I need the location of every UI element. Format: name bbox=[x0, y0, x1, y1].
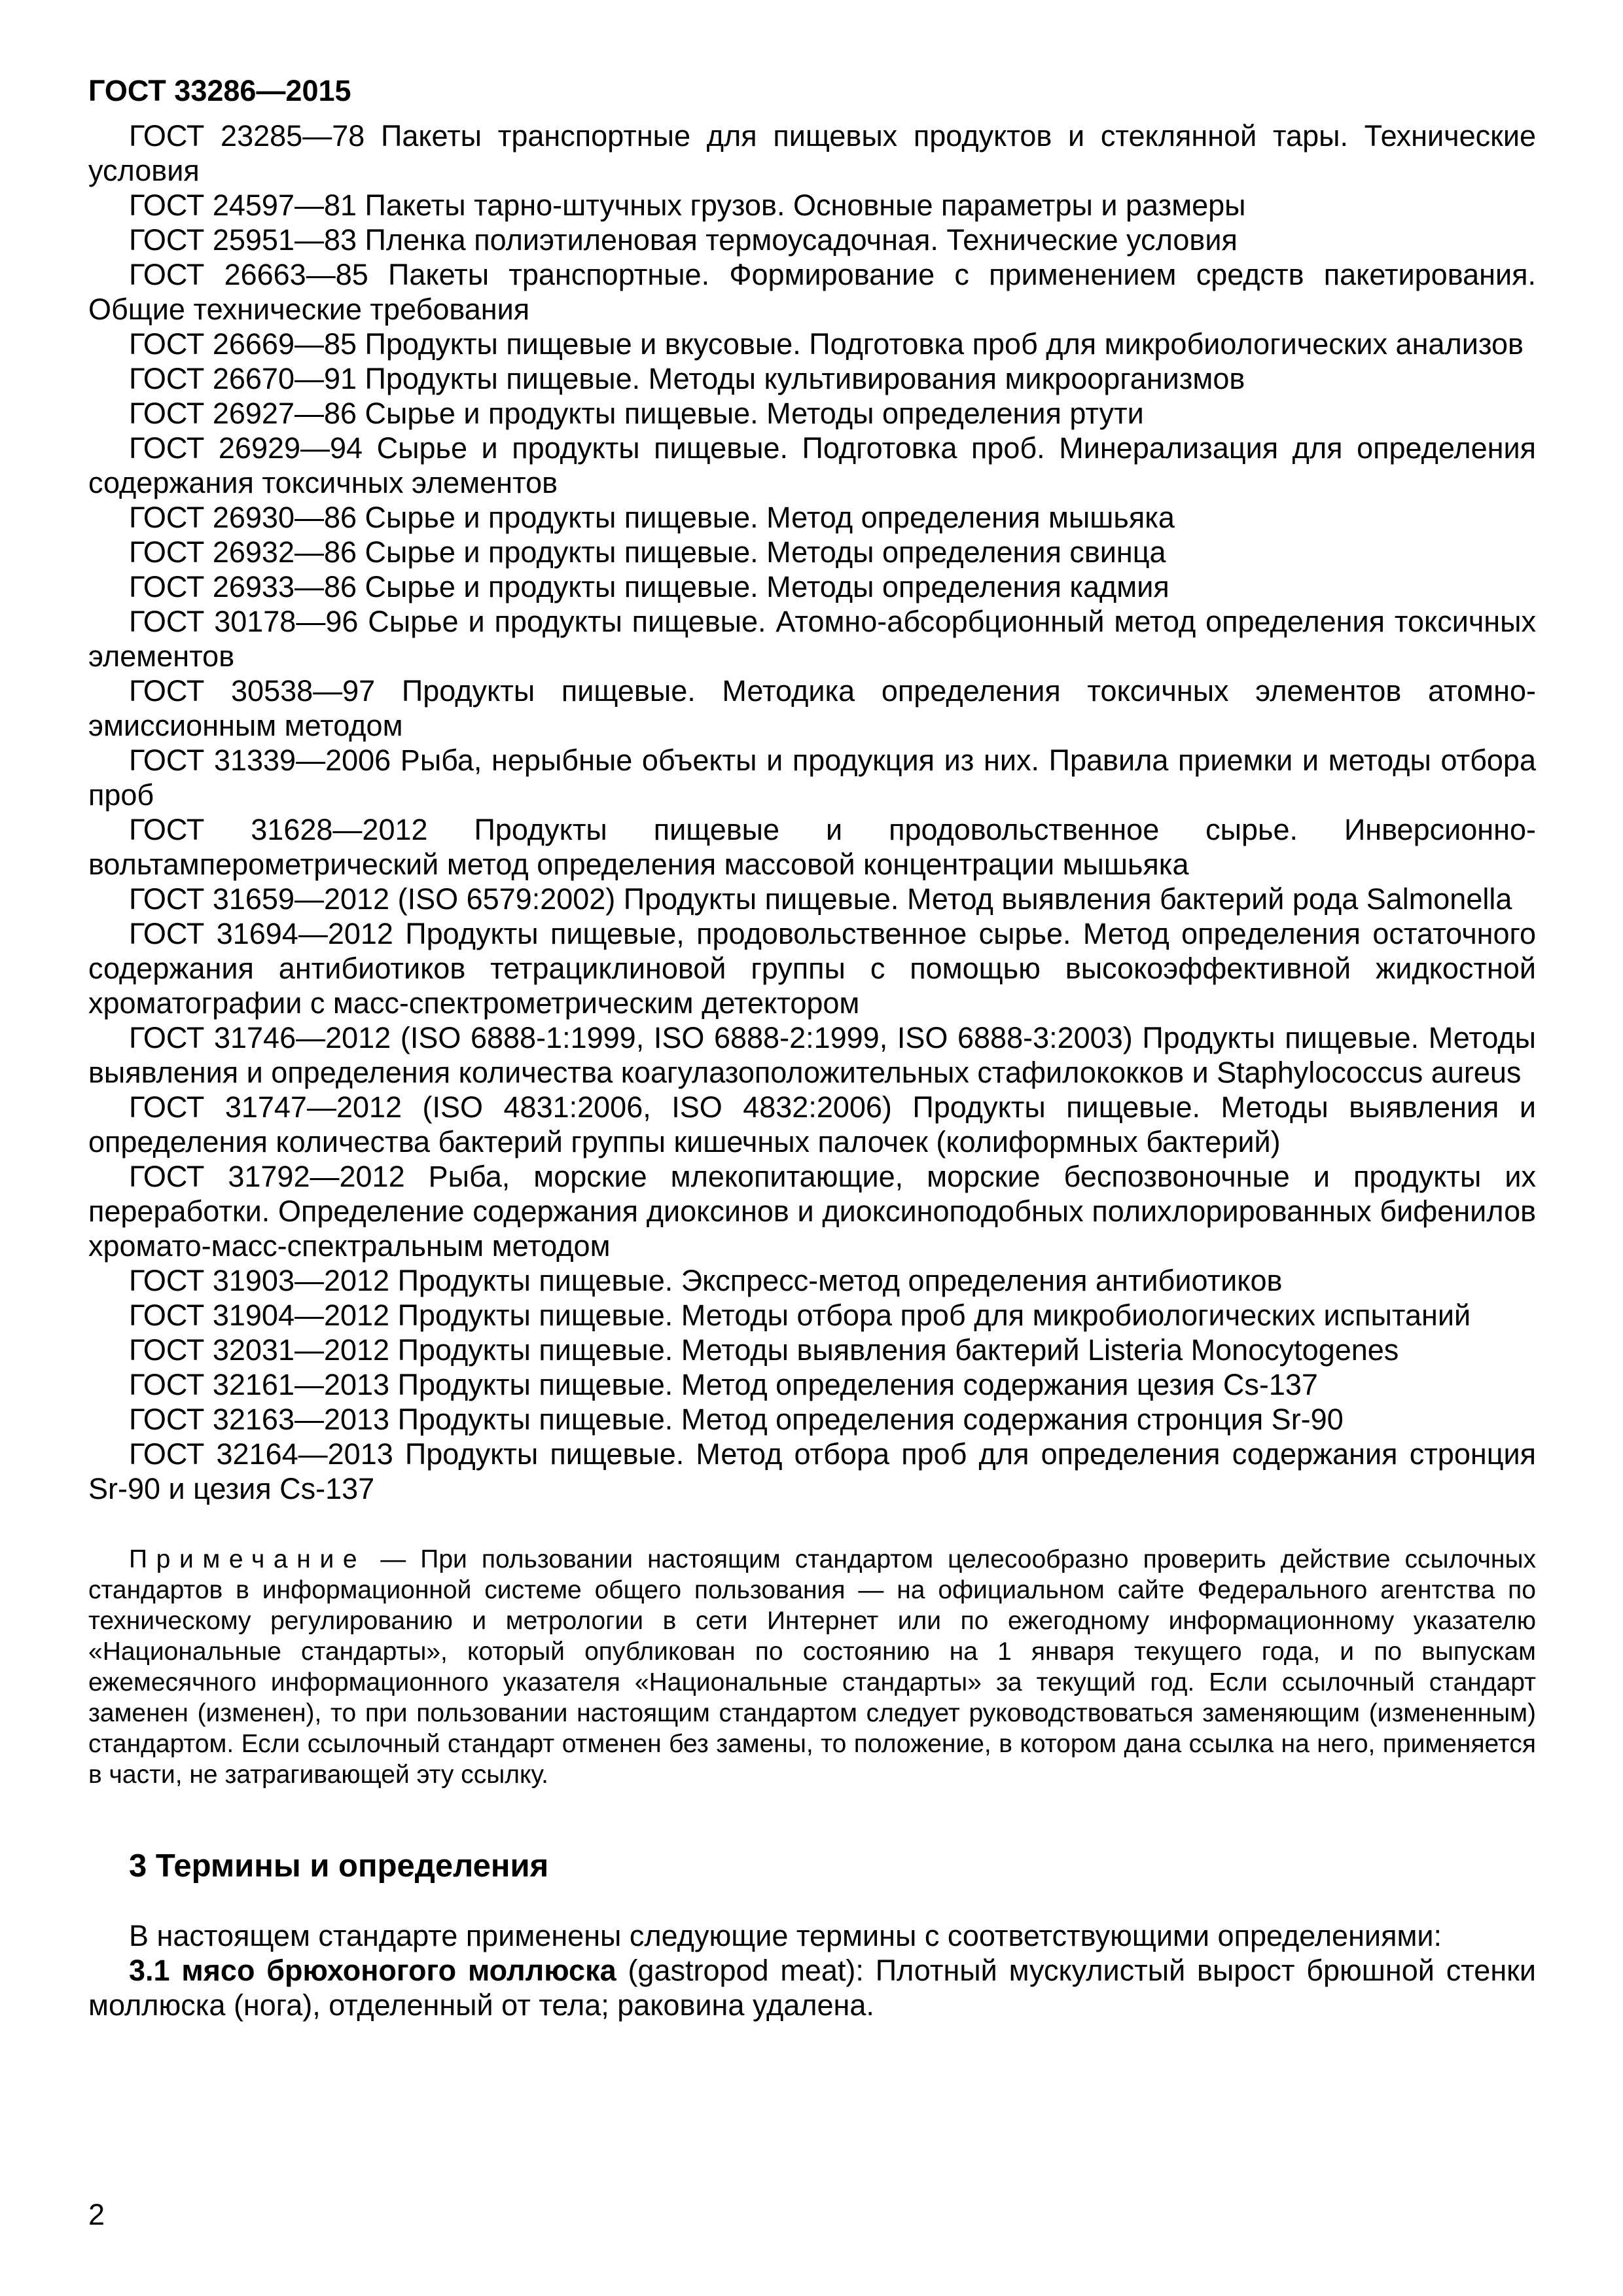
reference-paragraph: ГОСТ 31904—2012 Продукты пищевые. Методы отбора проб для микробиологических испытаний bbox=[129, 1299, 1471, 1332]
terms-intro-paragraph: В настоящем стандарте применены следующие термины с соответствующими определениями: bbox=[129, 1919, 1442, 1952]
reference-paragraph: ГОСТ 31339—2006 Рыба, нерыбные объекты и продукция из них. Правила приемки и методы отбора проб bbox=[88, 744, 1536, 812]
note-text: — При пользовании настоящим стандартом целесообразно проверить действие ссылочных стандартов в информационной системе общего пользования — на официальном сайте Федерального агентства по техническому регулированию и метрологии в сети Интернет или по ежегодному информационному указателю «Национальные стандарты», который опубликован по состоянию на 1 января текущего года, и по выпускам ежемесячного информационного указателя «Национальные стандарты» за текущий год. Если ссылочный стандарт заменен (изменен), то при пользовании настоящим стандартом следует руководствоваться заменяющим (измененным) стандартом. Если ссылочный стандарт отменен без замены, то положение, в котором дана ссылка на него, применяется в части, не затрагивающей эту ссылку. bbox=[88, 1545, 1536, 1789]
reference-paragraph: ГОСТ 26669—85 Продукты пищевые и вкусовые. Подготовка проб для микробиологических анализов bbox=[129, 327, 1524, 361]
reference-paragraph: ГОСТ 24597—81 Пакеты тарно-штучных грузов. Основные параметры и размеры bbox=[129, 188, 1246, 222]
reference-paragraph: ГОСТ 30538—97 Продукты пищевые. Методика определения токсичных элементов атомно-эмиссионным методом bbox=[88, 674, 1536, 742]
section-heading-terms: 3 Термины и определения bbox=[129, 1848, 549, 1884]
reference-paragraph: ГОСТ 26933—86 Сырье и продукты пищевые. Методы определения кадмия bbox=[129, 570, 1169, 603]
reference-paragraph: ГОСТ 31903—2012 Продукты пищевые. Экспресс-метод определения антибиотиков bbox=[129, 1264, 1283, 1297]
reference-paragraph: ГОСТ 32161—2013 Продукты пищевые. Метод определения содержания цезия Cs-137 bbox=[129, 1368, 1318, 1401]
reference-paragraph: ГОСТ 26930—86 Сырье и продукты пищевые. Метод определения мышьяка bbox=[129, 501, 1175, 534]
page-number: 2 bbox=[88, 2198, 105, 2231]
note-label: Примечание bbox=[129, 1545, 366, 1573]
reference-paragraph: ГОСТ 30178—96 Сырье и продукты пищевые. Атомно-абсорбционный метод определения токсичных элементов bbox=[88, 605, 1536, 673]
term-definition-paragraph bbox=[88, 1953, 1536, 2022]
reference-paragraph: ГОСТ 26670—91 Продукты пищевые. Методы культивирования микроорганизмов bbox=[129, 362, 1245, 395]
reference-paragraph: ГОСТ 31746—2012 (ISO 6888-1:1999, ISO 6888-2:1999, ISO 6888-3:2003) Продукты пищевые. Методы выявления и определения количества коагулазоположительных стафилококков и Staphylococcus aureus bbox=[88, 1021, 1536, 1089]
note-paragraph bbox=[88, 1544, 1536, 1790]
reference-paragraph: ГОСТ 32031—2012 Продукты пищевые. Методы выявления бактерий Listeria Monocytogenes bbox=[129, 1333, 1399, 1367]
reference-paragraph: ГОСТ 26932—86 Сырье и продукты пищевые. Методы определения свинца bbox=[129, 535, 1166, 569]
term-name: мясо брюхоногого моллюска bbox=[181, 1954, 616, 1987]
reference-paragraph: ГОСТ 31792—2012 Рыба, морские млекопитающие, морские беспозвоночные и продукты их переработки. Определение содержания диоксинов и диоксиноподобных полихлорированных бифенилов хромато-масс-спектральным методом bbox=[88, 1160, 1536, 1263]
reference-paragraph: ГОСТ 32163—2013 Продукты пищевые. Метод определения содержания стронция Sr-90 bbox=[129, 1403, 1344, 1436]
reference-paragraph: ГОСТ 26663—85 Пакеты транспортные. Формирование с применением средств пакетирования. Общие технические требования bbox=[88, 258, 1536, 326]
reference-paragraph: ГОСТ 31659—2012 (ISO 6579:2002) Продукты пищевые. Метод выявления бактерий рода Salmonella bbox=[129, 882, 1512, 916]
term-text: (gastropod meat): Плотный мускулистый вырост брюшной стенки моллюска (нога), отделенный от тела; раковина удалена. bbox=[88, 1954, 1536, 2022]
document-header: ГОСТ 33286—2015 bbox=[88, 74, 351, 107]
reference-paragraph: ГОСТ 25951—83 Пленка полиэтиленовая термоусадочная. Технические условия bbox=[129, 223, 1238, 257]
reference-paragraph: ГОСТ 26929—94 Сырье и продукты пищевые. Подготовка проб. Минерализация для определения содержания токсичных элементов bbox=[88, 431, 1536, 499]
references-list bbox=[88, 118, 1536, 1506]
reference-paragraph: ГОСТ 31747—2012 (ISO 4831:2006, ISO 4832:2006) Продукты пищевые. Методы выявления и определения количества бактерий группы кишечных палочек (колиформных бактерий) bbox=[88, 1090, 1536, 1158]
reference-paragraph: ГОСТ 23285—78 Пакеты транспортные для пищевых продуктов и стеклянной тары. Технические условия bbox=[88, 119, 1536, 187]
reference-paragraph: ГОСТ 31628—2012 Продукты пищевые и продовольственное сырье. Инверсионно-вольтамперометрический метод определения массовой концентрации мышьяка bbox=[88, 813, 1536, 881]
reference-paragraph: ГОСТ 32164—2013 Продукты пищевые. Метод отбора проб для определения содержания стронция Sr-90 и цезия Cs-137 bbox=[88, 1437, 1536, 1505]
reference-paragraph: ГОСТ 31694—2012 Продукты пищевые, продовольственное сырье. Метод определения остаточного содержания антибиотиков тетрациклиновой группы с помощью высокоэффективной жидкостной хроматографии с масс-спектрометрическим детектором bbox=[88, 917, 1536, 1020]
reference-paragraph: ГОСТ 26927—86 Сырье и продукты пищевые. Методы определения ртути bbox=[129, 397, 1144, 430]
term-number: 3.1 bbox=[129, 1954, 170, 1987]
